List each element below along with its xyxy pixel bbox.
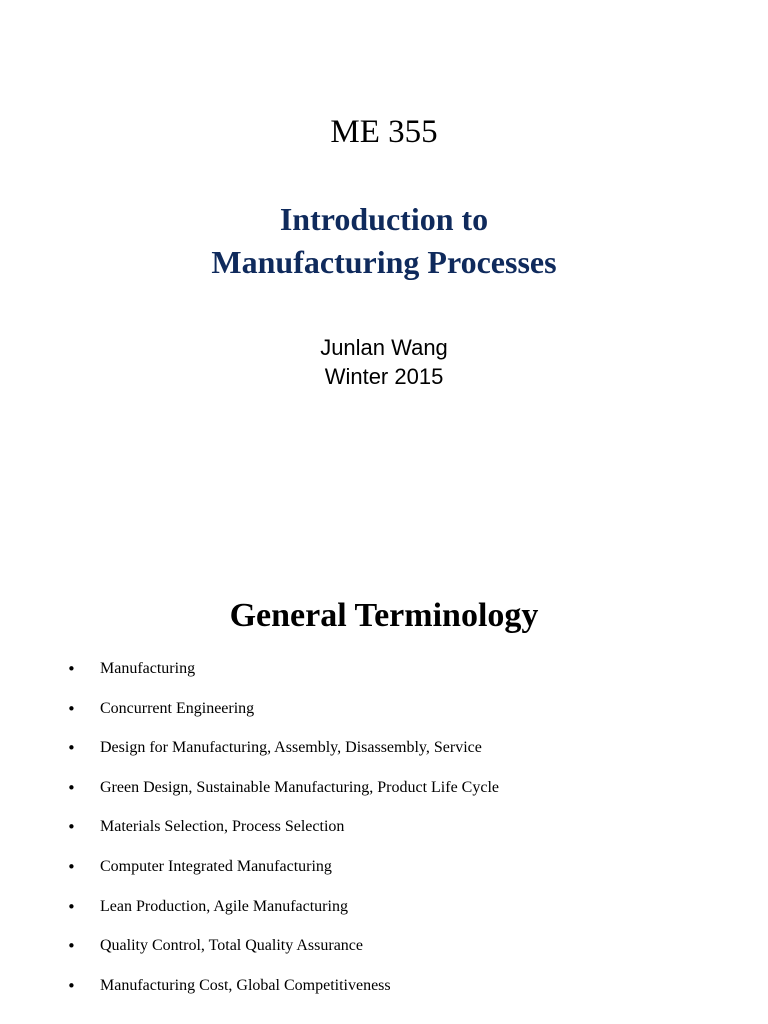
bullet-icon: • <box>67 857 76 876</box>
list-item-text: Quality Control, Total Quality Assurance <box>100 937 363 955</box>
list-item <box>64 935 744 975</box>
terminology-list <box>64 658 744 1014</box>
list-item-text: Materials Selection, Process Selection <box>100 818 345 836</box>
list-item-text: Green Design, Sustainable Manufacturing, Product Life Cycle <box>100 778 499 796</box>
list-item <box>64 777 744 817</box>
bullet-icon: • <box>67 739 76 758</box>
bullet-icon: • <box>67 976 76 995</box>
list-item-text: Lean Production, Agile Manufacturing <box>100 897 348 915</box>
term-label: Winter 2015 <box>324 364 444 389</box>
list-item-text: Manufacturing Cost, Global Competitiveness <box>100 976 391 994</box>
course-title-line-1: Introduction to <box>279 201 489 237</box>
list-item <box>64 737 744 777</box>
author-name: Junlan Wang <box>320 335 448 360</box>
course-title <box>0 198 768 284</box>
list-item-text: Design for Manufacturing, Assembly, Disassembly, Service <box>100 739 482 757</box>
course-title-line-2: Manufacturing Processes <box>211 244 557 280</box>
terminology-slide <box>0 580 768 1024</box>
bullet-icon: • <box>67 660 76 678</box>
list-item-text: Computer Integrated Manufacturing <box>100 857 332 875</box>
list-item <box>64 975 744 1015</box>
section-heading: General Terminology <box>229 597 539 634</box>
list-item-text: Manufacturing <box>100 660 196 677</box>
bullet-icon: • <box>67 699 76 718</box>
list-item <box>64 658 744 698</box>
bullet-icon: • <box>67 778 76 797</box>
bullet-icon: • <box>67 937 76 956</box>
list-item <box>64 896 744 936</box>
bullet-icon: • <box>67 897 76 916</box>
course-code: ME 355 <box>330 114 438 150</box>
list-item-text: Concurrent Engineering <box>100 699 255 717</box>
list-item <box>64 856 744 896</box>
bullet-icon: • <box>67 818 76 837</box>
list-item <box>64 698 744 738</box>
list-item <box>64 816 744 856</box>
author-block <box>0 333 768 391</box>
